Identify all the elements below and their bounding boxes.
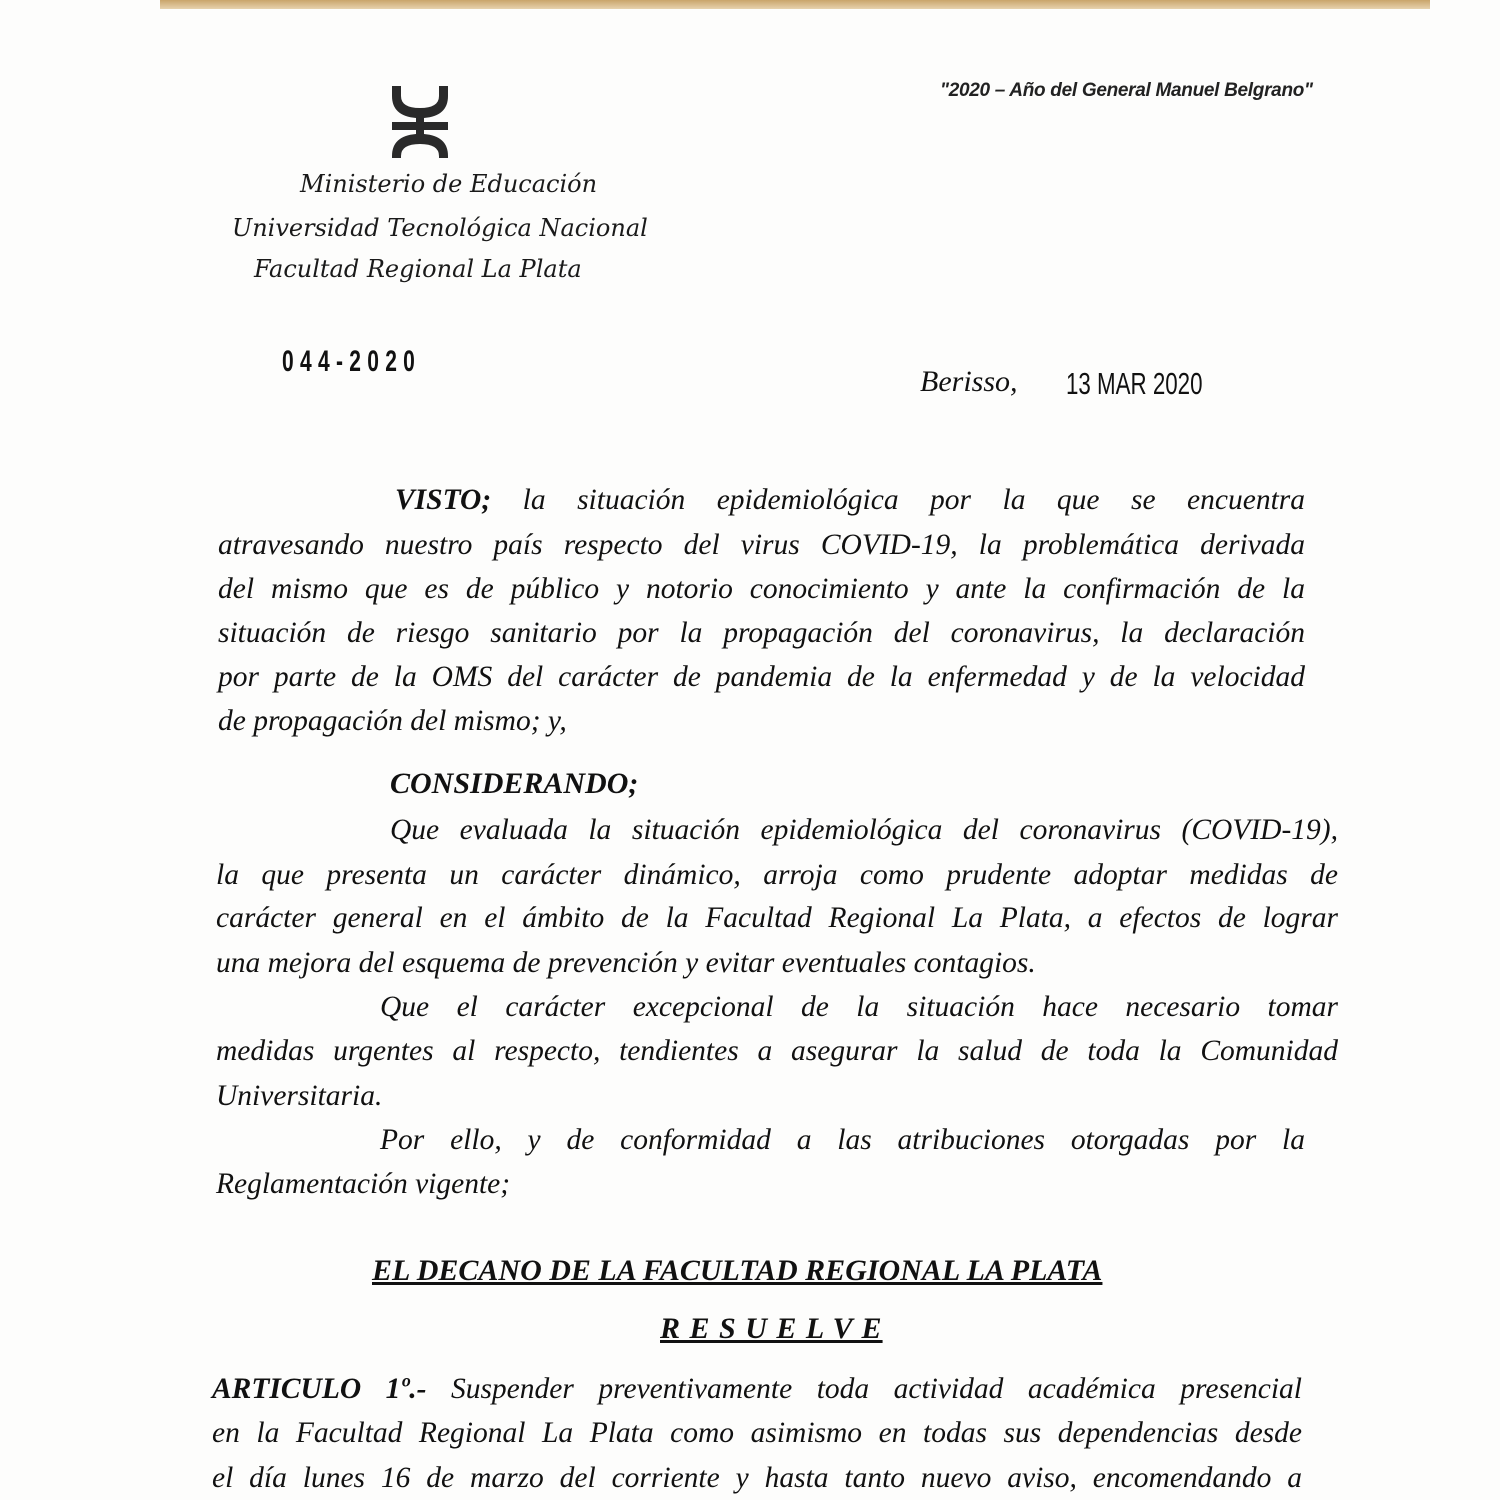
visto-line-text: la situación epidemiológica por la que se encuentra — [491, 484, 1305, 516]
utn-logo-icon — [388, 84, 452, 158]
visto-line — [218, 701, 1305, 741]
article-1-line-lead: ARTICULO 1º.- — [212, 1373, 427, 1405]
considerando-line-text: carácter general en el ámbito de la Facultad Regional La Plata, a efectos de lograr — [216, 902, 1338, 934]
considerando-line-text: una mejora del esquema de prevención y evitar eventuales contagios. — [216, 947, 1036, 979]
considerando-line — [380, 987, 1338, 1027]
visto-line — [218, 613, 1305, 653]
authority-heading: EL DECANO DE LA FACULTAD REGIONAL LA PLATA — [372, 1254, 1103, 1287]
resuelve-heading: R E S U E L V E — [660, 1312, 883, 1345]
article-1-line-text: Suspender preventivamente toda actividad académica presencial — [426, 1373, 1302, 1405]
considerando-line-text: medidas urgentes al respecto, tendientes a asegurar la salud de toda la Comunidad — [216, 1035, 1338, 1067]
visto-line-text: de propagación del mismo; y, — [218, 705, 567, 737]
article-1-line — [212, 1413, 1302, 1453]
year-motto: "2020 – Año del General Manuel Belgrano" — [940, 80, 1313, 101]
considerando-line — [216, 943, 1338, 983]
place: Berisso, — [920, 365, 1018, 398]
faculty-name: Facultad Regional La Plata — [254, 255, 582, 283]
considerando-line-text: Universitaria. — [216, 1080, 383, 1112]
considerando-line — [216, 1031, 1338, 1071]
considerando-line — [216, 855, 1338, 895]
visto-line — [395, 480, 1305, 520]
considerando-line — [216, 898, 1338, 938]
visto-line-lead: VISTO; — [395, 484, 492, 516]
visto-line — [218, 657, 1305, 697]
considerando-line — [390, 810, 1338, 850]
considerando-line — [216, 1076, 1338, 1116]
considerando-line-text: Que evaluada la situación epidemiológica del coronavirus (COVID-19), — [390, 814, 1338, 846]
resolution-number: 044-2020 — [282, 345, 422, 378]
considerando-line-text: Que el carácter excepcional de la situación hace necesario tomar — [380, 991, 1338, 1023]
visto-line-text: del mismo que es de público y notorio conocimiento y ante la confirmación de la — [218, 573, 1305, 605]
ministry-name: Ministerio de Educación — [300, 170, 598, 198]
visto-line-text: situación de riesgo sanitario por la propagación del coronavirus, la declaración — [218, 617, 1305, 649]
article-1-line — [212, 1369, 1302, 1409]
date-stamp: 13 MAR 2020 — [1066, 366, 1203, 401]
visto-line — [218, 569, 1305, 609]
university-name: Universidad Tecnológica Nacional — [232, 214, 648, 242]
considerando-line-text: Reglamentación vigente; — [216, 1168, 511, 1200]
considerando-line-text: la que presenta un carácter dinámico, arroja como prudente adoptar medidas de — [216, 859, 1338, 891]
article-1-line-text: el día lunes 16 de marzo del corriente y hasta tanto nuevo aviso, encomendando a — [212, 1462, 1302, 1494]
visto-line — [218, 525, 1305, 565]
visto-line-text: atravesando nuestro país respecto del virus COVID-19, la problemática derivada — [218, 529, 1305, 561]
scan-edge — [160, 0, 1430, 9]
visto-line-text: por parte de la OMS del carácter de pandemia de la enfermedad y de la velocidad — [218, 661, 1305, 693]
considerando-line — [216, 1164, 1305, 1204]
article-1-line — [212, 1458, 1302, 1498]
considerando-heading: CONSIDERANDO; — [390, 767, 639, 800]
considerando-line — [380, 1120, 1305, 1160]
considerando-line-text: Por ello, y de conformidad a las atribuciones otorgadas por la — [380, 1124, 1305, 1156]
article-1-line-text: en la Facultad Regional La Plata como asimismo en todas sus dependencias desde — [212, 1417, 1302, 1449]
